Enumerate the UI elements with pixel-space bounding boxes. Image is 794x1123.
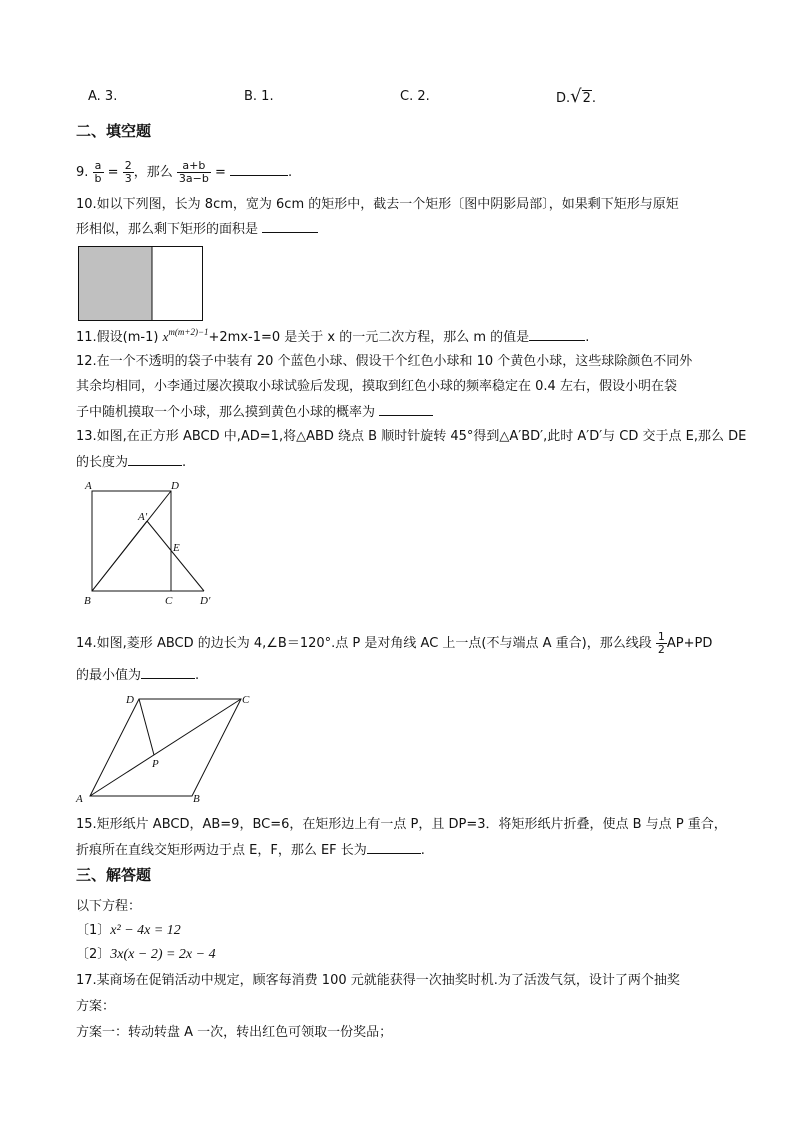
choice-a: A. 3. — [88, 89, 118, 104]
answer-blank — [262, 220, 318, 233]
answer-blank — [230, 163, 288, 176]
choice-c: C. 2. — [400, 89, 430, 104]
q14-rhombus-figure — [72, 688, 262, 806]
q10-rectangle-figure — [78, 246, 204, 322]
answer-blank — [529, 328, 585, 341]
q14-tail: AP+PD — [666, 636, 713, 651]
section-heading-solve: 三、解答题 — [76, 866, 152, 884]
segment-dp — [139, 699, 154, 755]
q17-line3: 方案一：转动转盘 A 一次，转出红色可领取一份奖品； — [76, 1025, 393, 1040]
q14-line2 — [76, 666, 199, 685]
q13-line2-text: 的长度为 — [76, 455, 129, 470]
q14-line1-text: 14.如图,菱形 ABCD 的边长为 4,∠B＝120°.点 P 是对角线 AC 上一点(不与端点 A 重合)，那么线段 — [76, 636, 652, 651]
fraction-2-over-3 — [123, 160, 134, 185]
q12-line1: 12.在一个不透明的袋子中装有 20 个蓝色小球、假设干个红色小球和 10 个黄色小球，这些球除颜色不同外 — [76, 354, 693, 369]
frac-den: 3 — [124, 172, 132, 185]
q10-line2 — [76, 220, 318, 239]
sqrt-symbol: √ — [570, 86, 582, 107]
q10-line2-text: 形相似，那么剩下矩形的面积是 — [76, 222, 259, 237]
question-9 — [76, 158, 292, 188]
label-c: C — [242, 694, 250, 706]
q15-line2 — [76, 841, 425, 860]
q14-line2-text: 的最小值为 — [76, 668, 142, 683]
question-11 — [76, 328, 589, 347]
q14-end: . — [195, 668, 200, 683]
choice-d — [556, 88, 596, 108]
choice-d-prefix: D. — [556, 91, 571, 106]
fraction-a-over-b — [93, 160, 104, 185]
q12-line3-text: 子中随机摸取一个小球，那么摸到黄色小球的概率为 — [76, 405, 376, 420]
q12-line2: 其余均相同，小李通过屡次摸取小球试验后发现，摸取到红色小球的频率稳定在 0.4 左右，假设小明在袋 — [76, 379, 677, 394]
section-heading-fill-in: 二、填空题 — [76, 122, 152, 140]
q10-line1: 10.如以下列图，长为 8cm，宽为 6cm 的矩形中，截去一个矩形〔图中阴影局部〕，如果剩下矩形与原矩 — [76, 197, 679, 212]
choice-b: B. 1. — [244, 89, 274, 104]
q16-e2-label: 〔2〕 — [76, 947, 111, 962]
label-p: P — [152, 758, 159, 770]
answer-blank — [379, 403, 433, 416]
q16-equation-2 — [76, 946, 216, 964]
q12-line3 — [76, 403, 433, 422]
frac-num: a — [93, 160, 104, 173]
shaded-rectangle — [79, 247, 152, 320]
label-a-prime: A′ — [138, 511, 148, 523]
label-a: A — [85, 480, 92, 492]
q11-end: . — [585, 330, 590, 345]
q11-x: x — [162, 329, 169, 344]
label-d: D — [126, 694, 134, 706]
answer-blank — [141, 666, 195, 679]
answer-blank — [367, 841, 421, 854]
frac-den: 3a−b — [178, 172, 209, 185]
fraction-one-half — [656, 631, 667, 656]
diagonal-ac — [90, 699, 241, 796]
q15-line1: 15.矩形纸片 ABCD，AB=9，BC=6，在矩形边上有一点 P，且 DP=3．将矩形纸片折叠，使点 B 与点 P 重合， — [76, 817, 727, 832]
q15-line2-text: 折痕所在直线交矩形两边于点 E，F，那么 EF 长为 — [76, 843, 367, 858]
q13-end: . — [182, 455, 187, 470]
label-c: C — [165, 595, 173, 607]
frac-den: 2 — [657, 643, 665, 656]
frac-num: 1 — [657, 630, 665, 643]
q9-end: . — [288, 165, 293, 180]
q16-equation-1 — [76, 922, 181, 940]
answer-blank — [128, 453, 182, 466]
q9-then: ，那么 — [133, 165, 173, 180]
q17-line2: 方案： — [76, 999, 116, 1014]
label-a: A — [76, 793, 83, 805]
q16-intro: 以下方程： — [76, 899, 142, 914]
frac-num: 2 — [124, 159, 132, 172]
q11-exponent: m(m+2)−1 — [168, 327, 209, 337]
q16-e1: x² − 4x = 12 — [110, 923, 181, 938]
label-e: E — [173, 542, 180, 554]
frac-den: b — [94, 172, 102, 185]
label-d-prime: D′ — [200, 595, 211, 607]
label-b: B — [193, 793, 200, 805]
q9-number: 9. — [76, 165, 89, 180]
fraction-expression — [177, 160, 211, 185]
q13-line1: 13.如图,在正方形 ABCD 中,AD=1,将△ABD 绕点 B 顺时针旋转 45°得到△A′BD′,此时 A′D′与 CD 交于点 E,那么 DE — [76, 429, 747, 444]
q9-eq: = — [107, 165, 119, 180]
q11-prefix: 11.假设(m-1) — [76, 330, 159, 345]
choice-d-suffix: . — [591, 91, 597, 106]
q15-end: . — [420, 843, 425, 858]
q13-line2 — [76, 453, 186, 472]
q11-suffix: +2mx-1=0 是关于 x 的一元二次方程，那么 m 的值是 — [208, 330, 530, 345]
q13-square-rotation-figure — [80, 478, 220, 610]
q16-e2: 3x(x − 2) = 2x − 4 — [110, 947, 216, 962]
q9-eq2: = — [214, 165, 226, 180]
label-b: B — [84, 595, 91, 607]
line-a1d1 — [147, 521, 204, 591]
q17-line1: 17.某商场在促销活动中规定，顾客每消费 100 元就能获得一次抽奖时机.为了活泼气氛，设计了两个抽奖 — [76, 973, 680, 988]
q14-line1 — [76, 630, 712, 658]
choice-d-radicand: 2 — [582, 91, 591, 106]
label-d: D — [171, 480, 179, 492]
line-ba1 — [92, 521, 147, 591]
frac-num: a+b — [177, 160, 211, 173]
q16-e1-label: 〔1〕 — [76, 923, 111, 938]
